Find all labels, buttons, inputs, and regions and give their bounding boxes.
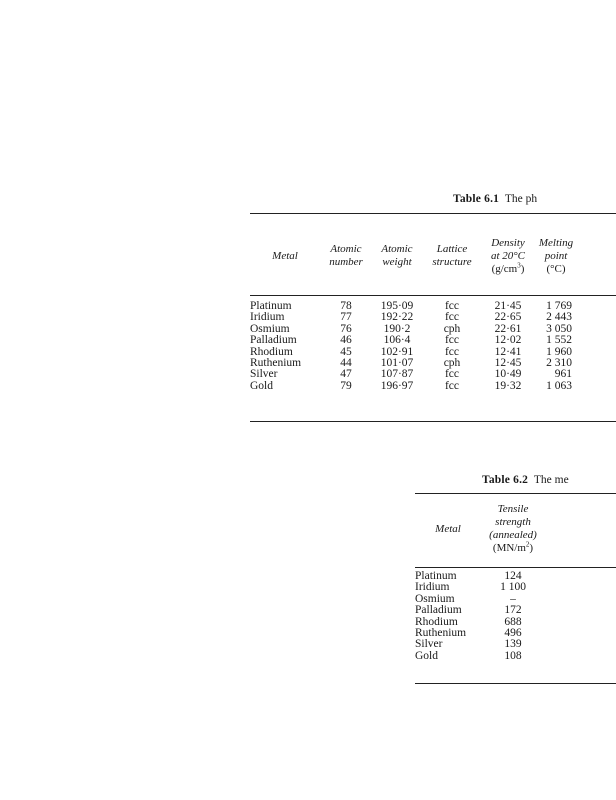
cell-density: 22·61: [494, 322, 522, 335]
cell-density: 12·02: [494, 334, 522, 347]
table-6-2-title: The me: [533, 474, 569, 486]
table-6-2-bottom-rule: [415, 683, 616, 684]
cell-density: 22·65: [494, 311, 522, 324]
header-atomic-number: Atomic number: [329, 243, 363, 268]
cell-density: 12·45: [494, 357, 522, 370]
cell-atomic-weight: 195·09: [380, 300, 414, 312]
cell-metal: Ruthenium: [415, 627, 467, 640]
header-metal-2: Metal: [435, 522, 461, 535]
cell-metal: Rhodium: [250, 345, 293, 358]
table-6-2-header-rule: [415, 567, 616, 568]
cell-atomic-weight: 101·07: [380, 357, 414, 370]
cell-lattice-structure: cph: [443, 357, 461, 370]
cell-melting-point: 3 050: [546, 322, 572, 335]
cell-metal: Rhodium: [415, 615, 458, 628]
cell-atomic-number: 77: [340, 311, 352, 324]
cell-melting-point: 2 443: [546, 311, 572, 324]
header-lattice-structure: Lattice structure: [432, 243, 472, 268]
cell-density: 12·41: [494, 345, 522, 358]
cell-tensile-strength: –: [510, 592, 516, 605]
table-row: [415, 651, 616, 662]
cell-lattice-structure: fcc: [444, 300, 460, 312]
cell-tensile-strength: 1 100: [500, 581, 526, 594]
cell-metal: Silver: [415, 638, 443, 651]
cell-density: 10·49: [494, 368, 522, 381]
cell-melting-point: 1 063: [546, 379, 572, 392]
cell-atomic-weight: 196·97: [380, 379, 414, 392]
cell-atomic-number: 47: [340, 368, 352, 381]
table-row: [415, 605, 616, 616]
cell-atomic-number: 76: [340, 322, 352, 335]
cell-melting-point: 961: [554, 368, 572, 381]
table-6-1-header: [250, 226, 616, 286]
cell-lattice-structure: fcc: [444, 334, 460, 347]
cell-atomic-number: 44: [340, 357, 352, 370]
table-row: [250, 381, 616, 392]
header-atomic-weight: Atomic weight: [381, 243, 413, 268]
cell-metal: Osmium: [415, 592, 455, 605]
table-6-1-body: [250, 301, 616, 392]
cell-tensile-strength: 688: [504, 615, 522, 628]
table-6-2-caption: [482, 474, 569, 486]
table-6-2-label: Table 6.2: [482, 474, 529, 486]
table-6-1-header-rule: [250, 295, 616, 296]
cell-metal: Gold: [250, 379, 273, 392]
cell-metal: Silver: [250, 368, 278, 381]
table-6-1-title: The ph: [504, 193, 538, 205]
cell-metal: Ruthenium: [250, 357, 302, 370]
table-6-2-body: [415, 571, 616, 662]
cell-tensile-strength: 124: [504, 570, 522, 582]
cell-metal: Platinum: [415, 570, 457, 582]
cell-melting-point: 1 769: [546, 300, 572, 312]
table-6-2-top-rule: [415, 493, 616, 494]
table-6-1-top-rule: [250, 213, 616, 214]
cell-atomic-weight: 106·4: [383, 334, 411, 347]
cell-melting-point: 2 310: [546, 357, 572, 370]
cell-metal: Gold: [415, 649, 438, 662]
cell-metal: Platinum: [250, 300, 292, 312]
cell-lattice-structure: fcc: [444, 368, 460, 381]
cell-atomic-number: 79: [340, 379, 352, 392]
cell-metal: Osmium: [250, 322, 290, 335]
header-tensile-strength: Tensile strength (annealed) $(MN/m^2)$: [489, 503, 537, 554]
cell-metal: Palladium: [415, 604, 462, 617]
cell-atomic-weight: 192·22: [380, 311, 414, 324]
cell-lattice-structure: cph: [443, 322, 461, 335]
cell-metal: Iridium: [415, 581, 450, 594]
cell-tensile-strength: 496: [504, 627, 522, 640]
table-6-1-bottom-rule: [250, 421, 616, 422]
cell-density: 21·45: [494, 300, 522, 312]
cell-atomic-number: 45: [340, 345, 352, 358]
table-row: [250, 335, 616, 346]
cell-atomic-weight: 102·91: [380, 345, 414, 358]
cell-metal: Iridium: [250, 311, 285, 324]
table-6-1-caption: [453, 193, 537, 205]
cell-atomic-weight: 190·2: [383, 322, 411, 335]
cell-atomic-number: 78: [340, 300, 352, 312]
cell-lattice-structure: fcc: [444, 379, 460, 392]
header-density: Density at 20°C $(g/cm^3)$: [490, 236, 526, 275]
cell-tensile-strength: 108: [504, 649, 522, 662]
cell-melting-point: 1 960: [546, 345, 572, 358]
cell-metal: Palladium: [250, 334, 297, 347]
header-melting-point: Melting point (°C): [538, 236, 574, 275]
cell-tensile-strength: 139: [504, 638, 522, 651]
cell-lattice-structure: fcc: [444, 311, 460, 324]
cell-density: 19·32: [494, 379, 522, 392]
header-metal: Metal: [272, 249, 298, 262]
cell-melting-point: 1 552: [546, 334, 572, 347]
table-6-2-header: [415, 498, 616, 560]
cell-lattice-structure: fcc: [444, 345, 460, 358]
cell-atomic-weight: 107·87: [380, 368, 414, 381]
cell-atomic-number: 46: [340, 334, 352, 347]
cell-tensile-strength: 172: [504, 604, 522, 617]
table-6-1-label: Table 6.1: [453, 193, 500, 205]
